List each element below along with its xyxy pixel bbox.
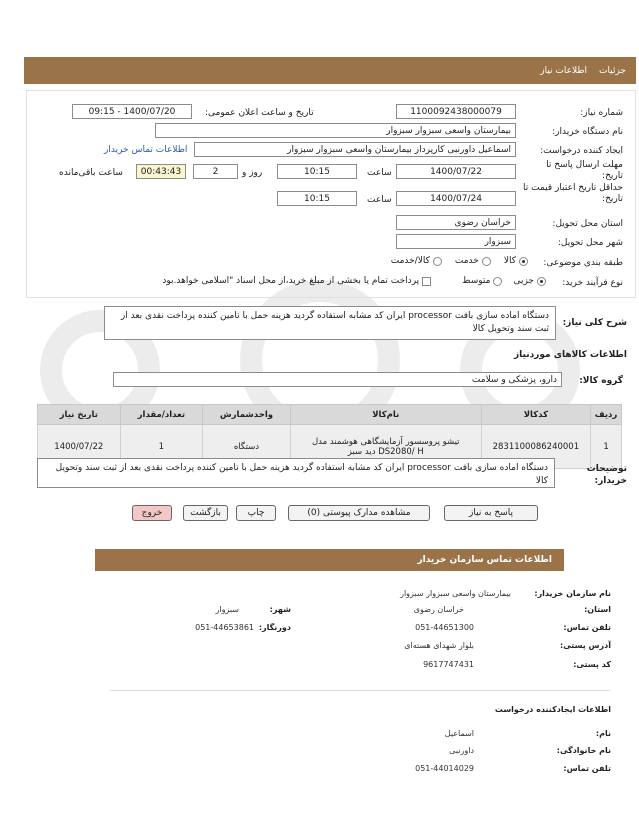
row-qty: 1 — [120, 425, 203, 469]
validity-time-field: 10:15 — [277, 191, 357, 206]
category-goods-option[interactable]: کالا — [504, 256, 531, 266]
category-label: طبقه بندی موضوعی: — [543, 258, 623, 268]
buyer-name-label: نام دستگاه خریدار: — [552, 127, 623, 137]
creator-field: اسماعیل داورنبی کارپرداز بیمارستان واسعی سبزوار سبزوار — [194, 142, 516, 157]
days-label: روز و — [242, 168, 263, 178]
validity-label: حداقل تاریخ اعتبار قیمت تا تاریخ: — [523, 183, 623, 204]
category-goods-service-option[interactable]: کالا/خدمت — [391, 256, 445, 266]
city-contact-value: سبزوار — [215, 605, 239, 614]
postal-code-value: 9617747431 — [423, 660, 474, 669]
col-date: تاریخ نیاز — [38, 405, 121, 425]
radio-icon[interactable] — [482, 257, 491, 266]
row-code: 2831100086240001 — [481, 425, 590, 469]
buyer-name-field: بیمارستان واسعی سبزوار سبزوار — [155, 123, 516, 138]
deadline-date-field: 1400/07/22 — [396, 164, 516, 179]
org-name-value: بیمارستان واسعی سبزوار سبزوار — [400, 589, 511, 598]
process-radio-group — [162, 276, 549, 286]
radio-selected-icon[interactable] — [537, 277, 546, 286]
goods-group-field: دارو، پزشکی و سلامت — [113, 372, 562, 387]
row-date: 1400/07/22 — [38, 425, 121, 469]
category-radio-group — [391, 256, 531, 266]
days-field: 2 — [193, 164, 238, 179]
tab-details[interactable]: جزئیات — [599, 65, 626, 76]
org-name-label: نام سازمان خریدار: — [534, 589, 611, 598]
validity-time-label: ساعت — [367, 195, 392, 205]
phone-label: تلفن تماس: — [563, 623, 611, 632]
reply-button[interactable]: پاسخ به نیاز — [444, 505, 538, 521]
phone-value: 051-44651300 — [415, 623, 474, 632]
postal-code-label: کد پستی: — [573, 660, 611, 669]
table-header-row — [38, 405, 622, 425]
deadline-time-field: 10:15 — [277, 164, 357, 179]
attachments-button[interactable]: مشاهده مدارک پیوستی (0) — [288, 505, 430, 521]
buyer-notes-label: توضیحات خریدار: — [586, 464, 627, 486]
row-index: 1 — [591, 425, 622, 469]
exit-button[interactable]: خروج — [132, 505, 172, 521]
tab-need-info[interactable]: اطلاعات نیاز — [540, 65, 588, 76]
col-name: نام‌کالا — [290, 405, 481, 425]
province-field: خراسان رضوی — [396, 215, 516, 230]
creator-phone-label: تلفن تماس: — [563, 764, 611, 773]
category-service-option[interactable]: خدمت — [455, 256, 494, 266]
creator-first-name-value: اسماعیل — [444, 729, 474, 738]
creator-last-name-value: داورنبی — [449, 746, 474, 755]
radio-selected-icon[interactable] — [519, 257, 528, 266]
creator-section-title: اطلاعات ایجادکننده درخواست — [494, 705, 611, 714]
radio-icon[interactable] — [493, 277, 502, 286]
city-label: شهر محل تحویل: — [557, 238, 623, 248]
treasury-payment-option[interactable]: پرداخت تمام یا بخشی از مبلغ خرید،از محل اسناد "اسلامی خواهد.بود — [162, 276, 434, 286]
remaining-time-label: ساعت باقی‌مانده — [59, 168, 123, 178]
col-qty: تعداد/مقدار — [120, 405, 203, 425]
deadline-label: مهلت ارسال پاسخ تا تاریخ: — [546, 160, 623, 181]
col-index: ردیف — [591, 405, 622, 425]
validity-date-field: 1400/07/24 — [396, 191, 516, 206]
province-label: استان محل تحویل: — [552, 219, 623, 229]
buyer-contact-link[interactable]: اطلاعات تماس خریدار — [104, 145, 188, 155]
need-number-field: 1100092438000079 — [396, 104, 516, 119]
address-label: آدرس پستی: — [560, 641, 611, 650]
radio-icon[interactable] — [433, 257, 442, 266]
remaining-time-field: 00:43:43 — [136, 164, 186, 179]
row-unit: دستگاه — [203, 425, 291, 469]
goods-group-label: گروه کالا: — [579, 376, 623, 386]
buyer-notes-text: دستگاه اماده سازی بافت processor ایران کد مشابه استفاده گردید هزینه حمل با تامین کننده پرداخت نقدی بعد از ثبت سند وتحویل کالا — [37, 458, 555, 488]
creator-last-name-label: نام خانوادگی: — [556, 746, 611, 755]
print-button[interactable]: چاپ — [236, 505, 276, 521]
checkbox-icon[interactable] — [422, 277, 431, 286]
contact-divider — [110, 690, 610, 691]
address-value: بلوار شهدای هسته‌ای — [404, 641, 474, 650]
process-medium-option[interactable]: متوسط — [462, 276, 505, 286]
announce-date-field: 1400/07/20 - 09:15 — [72, 104, 192, 119]
contact-section-header: اطلاعات تماس سازمان خریدار — [95, 549, 564, 571]
process-label: نوع فرآیند خرید: — [562, 278, 623, 288]
province-contact-value: خراسان رضوی — [413, 605, 464, 614]
fax-value: 051-44653861 — [195, 623, 254, 632]
summary-text: دستگاه اماده سازی بافت processor ایران کد مشابه استفاده گردید هزینه حمل با تامین کننده پرداخت نقدی بعد از ثبت سند وتحویل کالا — [104, 306, 556, 340]
col-code: کدکالا — [481, 405, 590, 425]
process-minor-option[interactable]: جزیی — [513, 276, 549, 286]
page-header-bar — [24, 57, 636, 84]
summary-label: شرح کلی نیاز: — [562, 318, 627, 328]
deadline-time-label: ساعت — [367, 168, 392, 178]
announce-date-label: تاریخ و ساعت اعلان عمومی: — [205, 108, 314, 118]
creator-first-name-label: نام: — [595, 729, 611, 738]
creator-label: ایجاد کننده درخواست: — [540, 146, 623, 156]
creator-phone-value: 051-44014029 — [415, 764, 474, 773]
city-contact-label: شهر: — [269, 605, 291, 614]
province-contact-label: استان: — [584, 605, 611, 614]
fax-label: دورنگار: — [258, 623, 291, 632]
goods-section-title: اطلاعات کالاهای موردنیاز — [513, 350, 627, 360]
back-button[interactable]: بازگشت — [183, 505, 228, 521]
need-number-label: شماره نیاز: — [580, 108, 623, 118]
city-field: سبزوار — [396, 234, 516, 249]
col-unit: واحدشمارش — [203, 405, 291, 425]
row-name: تیشو پروسسور آزمایشگاهی هوشمند مدل DS2080/ H دید سبز — [290, 425, 481, 469]
